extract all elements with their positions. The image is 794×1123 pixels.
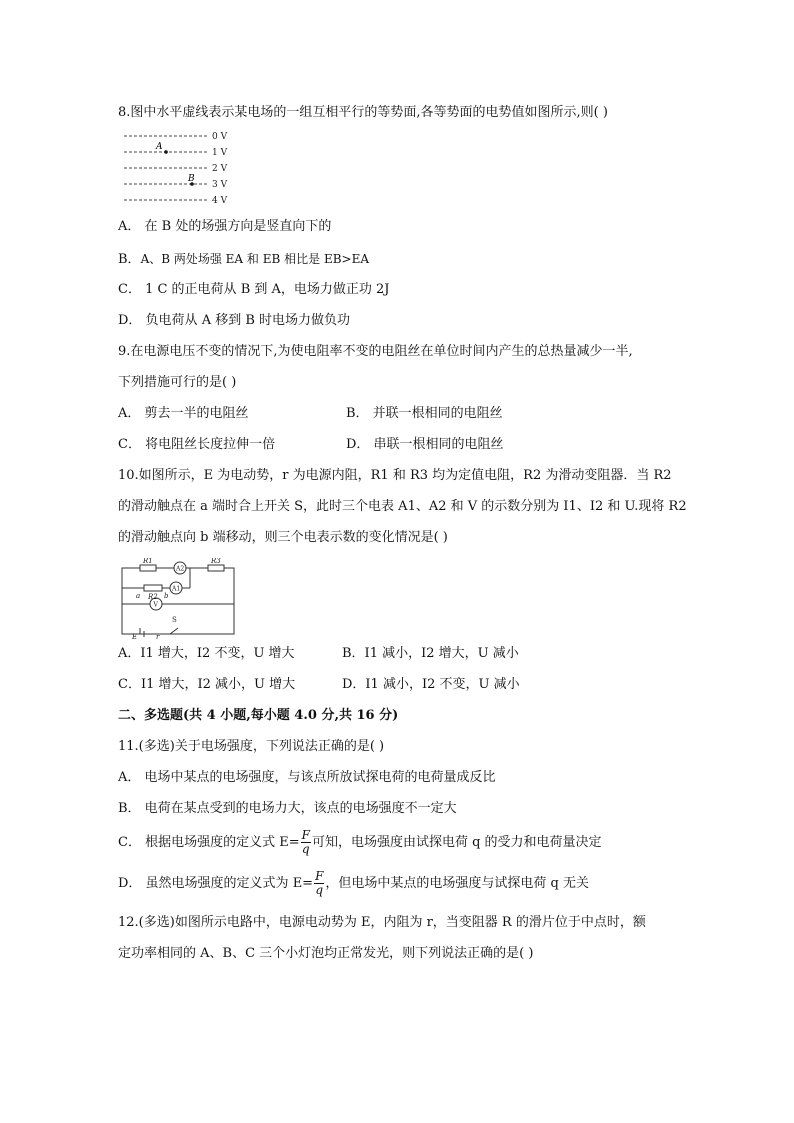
q10-stem-line3: 的滑动触点向 b 端移动，则三个电表示数的变化情况是( ) [118,530,448,545]
q11-option-a[interactable]: A． 电场中某点的电场强度，与该点所放试探电荷的电荷量成反比 [118,770,496,785]
label-a: a [136,592,141,600]
point-a-label: A [156,142,163,152]
label-r3: R3 [211,558,221,565]
level-label-2: 2 V [212,164,228,174]
fraction-f-over-q: $\frac{F}{q}$ [315,869,324,897]
equipotential-figure [118,128,238,208]
level-label-0: 0 V [212,132,228,142]
q10-stem-line2: 的滑动触点在 a 端时合上开关 S，此时三个电表 A1、A2 和 V 的示数分别为 I1、I2 和 U.现将 R2 [118,499,687,514]
label-e: E [132,633,138,640]
r2-rheostat [144,585,162,591]
q8-option-b[interactable] [118,250,369,269]
label-s: S [172,616,177,624]
q10-option-a[interactable]: A．I1 增大，I2 不变，U 增大 [118,646,295,661]
q8-option-b-prefix: B． [118,252,141,267]
q8-option-d[interactable]: D． 负电荷从 A 移到 B 时电场力做负功 [118,313,351,328]
label-r2: R2 [148,593,158,601]
label-a1: A1 [172,585,181,593]
label-r1: R1 [143,558,153,565]
q9-option-c[interactable]: C． 将电阻丝长度拉伸一倍 [118,437,276,452]
q11-option-c-prefix: C． 根据电场强度的定义式 E= [118,835,300,850]
point-b-label: B [188,174,195,184]
q9-option-b[interactable]: B． 并联一根相同的电阻丝 [346,406,503,421]
q10-option-d[interactable]: D．I1 减小，I2 不变，U 减小 [342,677,520,692]
label-a2: A2 [176,565,185,573]
label-v: V [153,601,158,609]
q11-option-d-suffix: ，但电场中某点的电场强度与试探电荷 q 无关 [325,876,589,891]
circuit-outer-loop [122,565,234,634]
q12-stem-line2: 定功率相同的 A、B、C 三个小灯泡均正常发光，则下列说法正确的是( ) [118,946,534,961]
q11-option-d[interactable] [118,867,589,901]
q8-option-c[interactable]: C． 1 C 的正电荷从 B 到 A，电场力做正功 2J [118,282,390,297]
q10-stem-line1: 10.如图所示，E 为电动势，r 为电源内阻，R1 和 R3 均为定值电阻，R2 为滑动变阻器．当 R2 [118,468,672,483]
q10-option-b[interactable]: B．I1 减小，I2 增大，U 减小 [342,646,519,661]
q11-option-c[interactable] [118,826,602,860]
point-a [164,150,168,154]
q11-option-d-prefix: D． 虽然电场强度的定义式为 E= [118,876,314,891]
q9-option-d[interactable]: D． 串联一根相同的电阻丝 [346,437,504,452]
fraction-f-over-q: $\frac{F}{q}$ [301,828,310,856]
q11-option-b[interactable]: B． 电荷在某点受到的电场力大，该点的电场强度不一定大 [118,801,457,816]
r3-resistor [208,565,224,571]
q8-stem: 8.图中水平虚线表示某电场的一组互相平行的等势面,各等势面的电势值如图所示,则( ) [118,105,608,120]
r1-resistor [140,565,156,571]
q11-option-c-suffix: 可知，电场强度由试探电荷 q 的受力和电荷量决定 [311,835,602,850]
section-title-multiple-choice: 二、多选题(共 4 小题,每小题 4.0 分,共 16 分) [118,708,399,723]
q11-stem: 11.(多选)关于电场强度，下列说法正确的是( ) [118,739,385,754]
circuit-figure [118,558,240,640]
q8-option-b-text: A、B 两处场强 EA 和 EB 相比是 EB>EA [140,252,369,266]
level-label-1: 1 V [212,148,228,158]
level-label-3: 3 V [212,180,228,190]
q9-stem-line1: 9.在电源电压不变的情况下,为使电阻率不变的电阻丝在单位时间内产生的总热量减少一半, [118,344,633,359]
q8-option-a[interactable]: A． 在 B 处的场强方向是竖直向下的 [118,219,332,234]
label-r: r [156,633,160,640]
q12-stem-line1: 12.(多选)如图所示电路中，电源电动势为 E，内阻为 r，当变阻器 R 的滑片位于中点时，额 [118,915,646,930]
level-label-4: 4 V [212,196,228,206]
switch-s [170,628,178,634]
q10-option-c[interactable]: C．I1 增大，I2 减小，U 增大 [118,677,296,692]
q9-stem-line2: 下列措施可行的是( ) [118,375,237,390]
q9-option-a[interactable]: A． 剪去一半的电阻丝 [118,406,249,421]
label-b: b [164,592,169,600]
